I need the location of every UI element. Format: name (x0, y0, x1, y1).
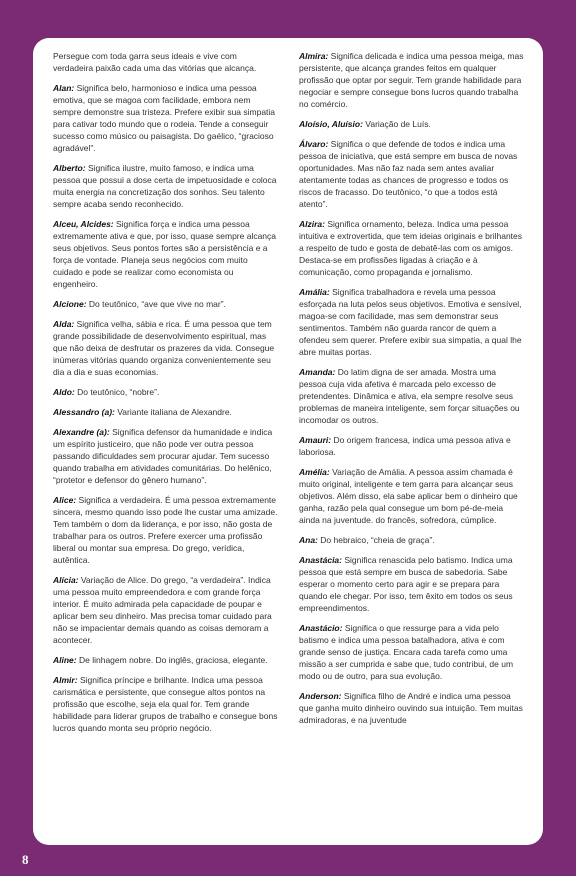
entry-name: Alícia: (53, 575, 79, 585)
name-entry (53, 494, 279, 566)
name-entry (53, 406, 279, 418)
entry-name: Ana: (299, 535, 318, 545)
name-entry (299, 138, 525, 210)
name-entry (53, 386, 279, 398)
entry-description: Significa delicada e indica uma pessoa meiga, mas persistente, que alcança grandes feitos em qualquer profissão que optar por seguir. Tem grande habilidade para negociar e sempre consegue bons lucros quando trabalha no comércio. (299, 51, 524, 109)
entry-name: Alexandre (a): (53, 427, 110, 437)
entry-description: Do latim digna de ser amada. Mostra uma pessoa cuja vida afetiva é marcada pelo excesso de pretendentes. Dinâmica e ativa, ela sempre resolve seus problemas de maneira inteligente, sem forçar situações ou incomodar os outros. (299, 367, 520, 425)
page-number: 8 (22, 852, 29, 867)
name-entry (299, 622, 525, 682)
name-entry (53, 654, 279, 666)
entry-name: Alzira: (299, 219, 325, 229)
page-sheet (33, 38, 543, 845)
entry-name: Amélia: (299, 467, 330, 477)
entry-description: De linhagem nobre. Do inglês, graciosa, elegante. (79, 655, 268, 665)
entry-name: Almir: (53, 675, 78, 685)
entry-name: Amália: (299, 287, 330, 297)
name-entry (299, 218, 525, 278)
entry-description: Significa velha, sábia e rica. É uma pessoa que tem grande possibilidade de desenvolvimento espiritual, mas que não deixa de desfrutar os prazeres da vida. Consegue inúmeras vitórias quando organiza convenientemente seu dia a dia e suas economias. (53, 319, 275, 377)
name-entry (299, 466, 525, 526)
entry-description: Significa ornamento, beleza. Indica uma pessoa intuitiva e extrovertida, que tem ideias originais e brilhantes a respeito de tudo e gosta de debatê-las com os amigos. Destaca-se em profissões ligadas à criação e à comunicação, como propaganda e jornalismo. (299, 219, 523, 277)
entry-description: Do origem francesa, indica uma pessoa ativa e laboriosa. (299, 435, 511, 457)
name-entry (53, 574, 279, 646)
entry-name: Álvaro: (299, 139, 329, 149)
name-entry (299, 434, 525, 458)
entry-description: Significa defensor da humanidade e indica um espírito justiceiro, que não pode ver outra pessoa passando dificuldades sem procurar ajudar. Tem sucesso quando trabalha em atividades comunitárias. Do helênico, “protetor e defensor do gênero humano”. (53, 427, 273, 485)
entry-name: Aloísio, Aluísio: (299, 119, 363, 129)
entry-description: Do teutônico, “nobre”. (77, 387, 160, 397)
entry-description: Variação de Luís. (365, 119, 431, 129)
entry-name: Alessandro (a): (53, 407, 115, 417)
entry-description: Significa príncipe e brilhante. Indica uma pessoa carismática e persistente, que consegue altos pontos na profissão que escolhe, seja ela qual for. Tem grande habilidade para liderar grupos de trabalho e consegue bons lucros quando monta seu próprio negócio. (53, 675, 278, 733)
entry-name: Alcione: (53, 299, 87, 309)
name-entry (299, 690, 525, 726)
name-entry (53, 162, 279, 210)
entry-name: Anastácio: (299, 623, 343, 633)
name-entry (299, 286, 525, 358)
name-entry (299, 554, 525, 614)
name-entry (53, 318, 279, 378)
name-entry (53, 298, 279, 310)
entry-description: Do teutônico, “ave que vive no mar”. (88, 299, 226, 309)
entry-name: Amauri: (299, 435, 332, 445)
name-entry (299, 534, 525, 546)
entry-description: Persegue com toda garra seus ideais e vive com verdadeira paixão cada uma das vitórias que alcança. (53, 51, 257, 73)
right-column (299, 50, 525, 835)
entry-description: Variante italiana de Alexandre. (117, 407, 232, 417)
name-entry (299, 366, 525, 426)
entry-description: Do hebraico, “cheia de graça”. (320, 535, 435, 545)
entry-name: Almira: (299, 51, 329, 61)
entry-description: Significa renascida pelo batismo. Indica uma pessoa que está sempre em busca de sabedoria. Sabe esperar o momento certo para agir e se prepara para quando ele chegar. Por isso, tem êxito em todos os seus empreendimentos. (299, 555, 513, 613)
entry-name: Aldo: (53, 387, 75, 397)
name-entry (299, 50, 525, 110)
entry-description: Significa o que ressurge para a vida pelo batismo e indica uma pessoa batalhadora, ativa e com grande senso de justiça. Encara cada tarefa como uma missão a ser cumprida e sabe que, tudo contribui, de um modo ou de outro, para sua evolução. (299, 623, 514, 681)
name-entry (53, 50, 279, 74)
entry-name: Amanda: (299, 367, 336, 377)
name-entry (53, 218, 279, 290)
entry-description: Variação de Alice. Do grego, “a verdadeira”. Indica uma pessoa muito empreendedora e com grande força interior. É muito admirada pela capacidade de poupar e aplicar bem seu dinheiro. Mas precisa tomar cuidado para não se impacientar demais quando as coisas demoram a acontecer. (53, 575, 272, 645)
entry-description: Significa ilustre, muito famoso, e indica uma pessoa que possui a dose certa de impetuosidade e coloca muita energia na concretização dos sonhos. Seu talento sempre acaba sendo reconhecido. (53, 163, 277, 209)
name-entry (53, 674, 279, 734)
left-column (53, 50, 279, 835)
entry-description: Significa trabalhadora e revela uma pessoa esforçada na luta pelos seus objetivos. Emotiva e sensível, magoa-se com facilidade, mas sem demonstrar seus sentimentos. Também não guarda rancor de quem a ofendeu sem querer. Prefere exibir sua simpatia, a qual lhe abre muitas portas. (299, 287, 522, 357)
entry-description: Significa belo, harmonioso e indica uma pessoa emotiva, que se magoa com facilidade, embora nem sempre demonstre sua tristeza. Prefere exibir sua simpatia para cativar todo mundo que o rodeia. Tende a conseguir sucesso como músico ou paisagista. Do gaélico, “gracioso agradável”. (53, 83, 276, 153)
name-entry (53, 426, 279, 486)
name-entry (53, 82, 279, 154)
entry-name: Alan: (53, 83, 75, 93)
entry-name: Aline: (53, 655, 77, 665)
entry-description: Significa filho de André e indica uma pessoa que ganha muito dinheiro ouvindo sua intuição. Tem muitas admiradoras, e na juventude (299, 691, 523, 725)
entry-name: Anastácia: (299, 555, 342, 565)
entry-name: Alberto: (53, 163, 86, 173)
entry-description: Significa a verdadeira. É uma pessoa extremamente sincera, mesmo quando isso pode lhe custar uma amizade. Tem também o dom da liderança, e por isso, não gosta de trabalhar para os outros. Prefere exercer uma profissão liberal ou montar sua empresa. Do grego, verídica, autêntica. (53, 495, 278, 565)
entry-name: Anderson: (299, 691, 342, 701)
entry-description: Significa o que defende de todos e indica uma pessoa de iniciativa, que está sempre em busca de novas oportunidades. Mas não faz nada sem antes avaliar atentamente todas as chances de progresso e todos os riscos de fracasso. Do teutônico, “o que a todos está atento”. (299, 139, 518, 209)
entry-name: Alceu, Alcides: (53, 219, 114, 229)
name-entry (299, 118, 525, 130)
entry-name: Alice: (53, 495, 77, 505)
entry-name: Alda: (53, 319, 75, 329)
entry-description: Variação de Amália. A pessoa assim chamada é muito original, inteligente e tem garra para alcançar seus objetivos. Além disso, ela sabe aplicar bem o dinheiro que ganha, razão pela qual consegue um bom pé-de-meia ainda na juventude. do francês, sofredora, cúmplice. (299, 467, 518, 525)
entry-description: Significa força e indica uma pessoa extremamente ativa e que, por isso, quase sempre alcança seus objetivos. Seus pontos fortes são a persistência e a força de vontade. Planeja seus negócios com muito cuidado e pode se realizar como economista ou engenheiro. (53, 219, 277, 289)
